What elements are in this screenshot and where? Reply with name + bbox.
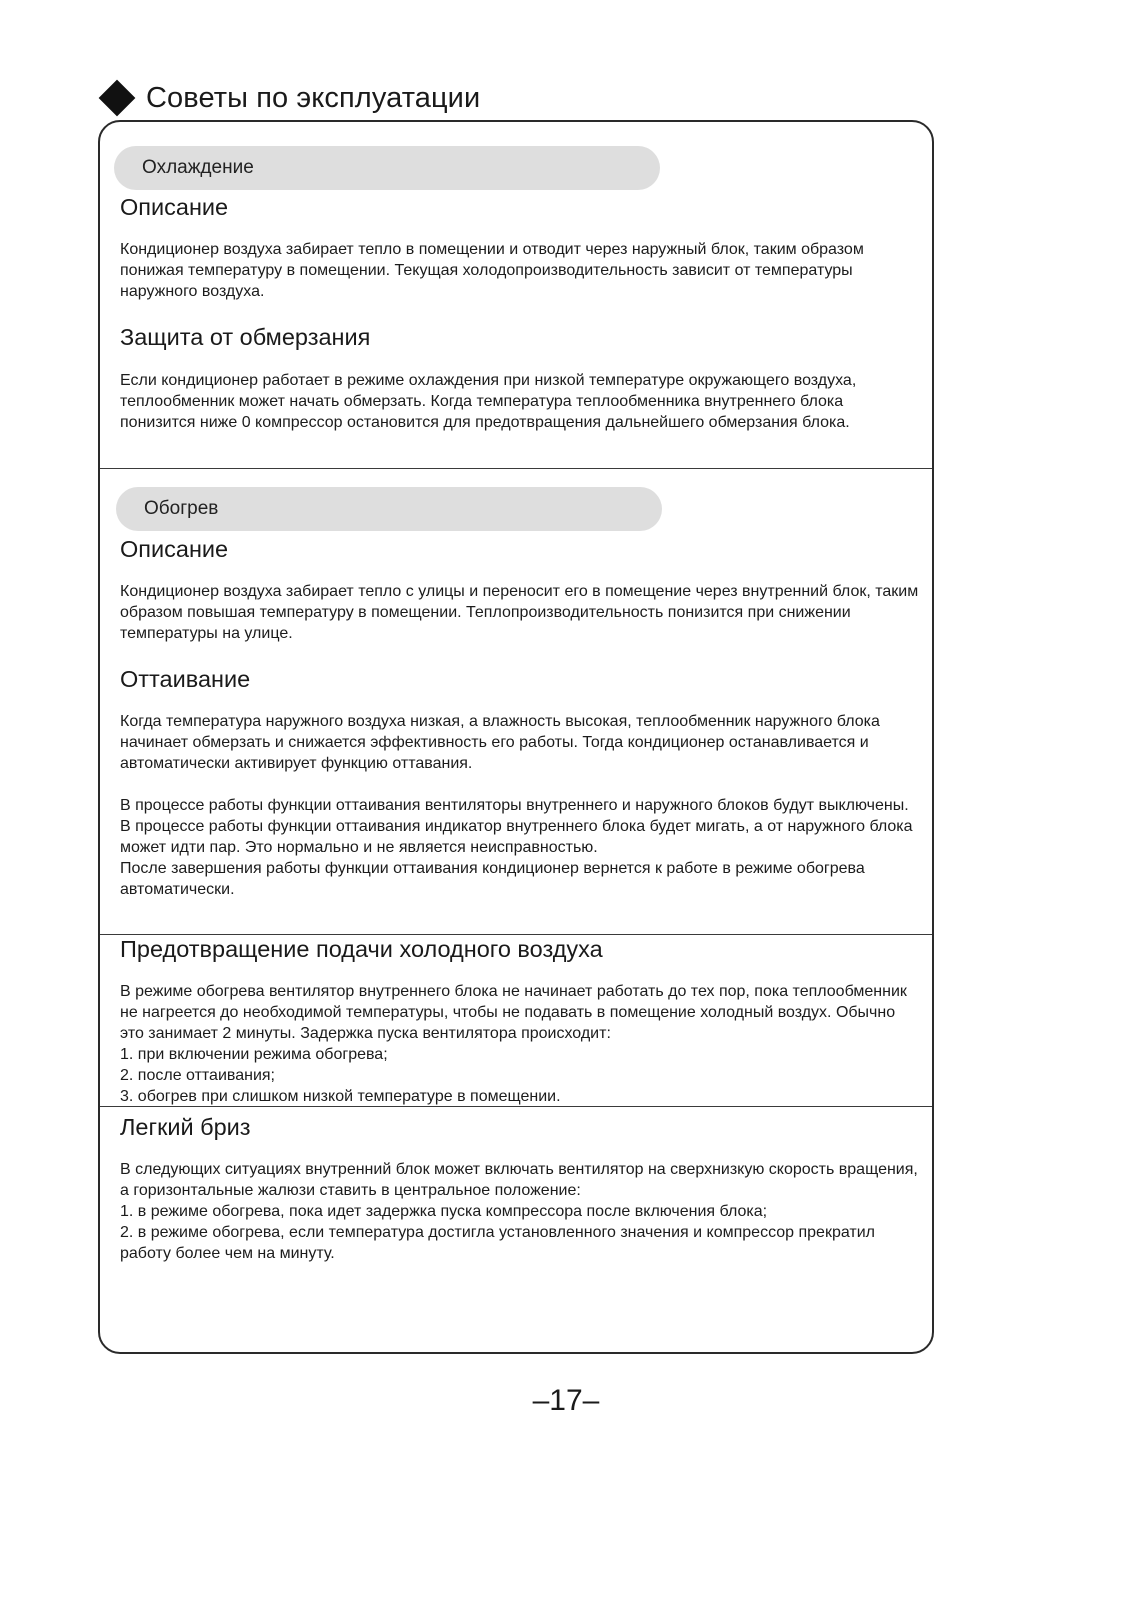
page-title: Советы по эксплуатации [146,81,481,114]
heating-description-heading: Описание [120,536,229,562]
cooling-description-text [120,239,920,302]
list-item: 1. в режиме обогрева, пока идет задержка пуска компрессора после включения блока; [120,1203,768,1220]
defrost-text [120,711,920,900]
light-breeze-heading: Легкий бриз [120,1114,251,1140]
diamond-bullet-icon [99,80,136,117]
paragraph: Кондиционер воздуха забирает тепло в помещении и отводит через наружный блок, таким образом понижая температуру в помещении. Текущая холодопроизводительность зависит от температуры наружного воздуха. [120,241,864,300]
defrost-heading: Оттаивание [120,666,251,692]
page-number: –17– [532,1384,600,1417]
list-item: 3. обогрев при слишком низкой температуре в помещении. [120,1088,561,1105]
list-item: 2. в режиме обогрева, если температура достигла установленного значения и компрессор прекратил работу более чем на минуту. [120,1224,875,1262]
cold-air-prevention-text [120,981,920,1107]
paragraph: После завершения работы функции оттаивания кондиционер вернется к работе в режиме обогрева автоматически. [120,860,865,898]
section-divider [100,934,932,935]
section-label-heating: Обогрев [116,487,662,531]
paragraph: В следующих ситуациях внутренний блок может включать вентилятор на сверхнизкую скорость вращения, а горизонтальные жалюзи ставить в центральное положение: [120,1161,918,1199]
page-title-row [98,78,480,118]
list-item: 2. после оттаивания; [120,1067,275,1084]
cold-air-prevention-heading: Предотвращение подачи холодного воздуха [120,936,603,962]
paragraph: Если кондиционер работает в режиме охлаждения при низкой температуре окружающего воздуха, теплообменник может начать обмерзать. Когда температура теплообменника внутреннего блока понизится ниже 0 компрессор остановится для предотвращения дальнейшего обмерзания блока. [120,372,857,431]
antifreeze-text [120,370,920,433]
tips-frame [98,120,934,1354]
paragraph: В процессе работы функции оттаивания индикатор внутреннего блока будет мигать, а от наружного блока может идти пар. Это нормально и не является неисправностью. [120,818,913,856]
list-item: 1. при включении режима обогрева; [120,1046,388,1063]
paragraph: Когда температура наружного воздуха низкая, а влажность высокая, теплообменник наружного блока начинает обмерзать и снижается эффективность его работы. Тогда кондиционер останавливается и автоматически активирует функцию оттавания. [120,713,880,772]
paragraph: В процессе работы функции оттаивания вентиляторы внутреннего и наружного блоков будут выключены. [120,797,909,814]
antifreeze-heading: Защита от обмерзания [120,324,371,350]
cooling-description-heading: Описание [120,194,229,220]
paragraph: В режиме обогрева вентилятор внутреннего блока не начинает работать до тех пор, пока теплообменник не нагреется до необходимой температуры, чтобы не подавать в помещение холодный воздух. Обычно это занимает 2 минуты. Задержка пуска вентилятора происходит: [120,983,907,1042]
heating-description-text [120,581,930,644]
paragraph: Кондиционер воздуха забирает тепло с улицы и переносит его в помещение через внутренний блок, таким образом повышая температуру в помещении. Теплопроизводительность понизится при снижении температуры на улице. [120,583,919,642]
light-breeze-text [120,1159,920,1264]
section-divider [100,468,932,469]
section-label-cooling: Охлаждение [114,146,660,190]
section-divider [100,1106,932,1107]
